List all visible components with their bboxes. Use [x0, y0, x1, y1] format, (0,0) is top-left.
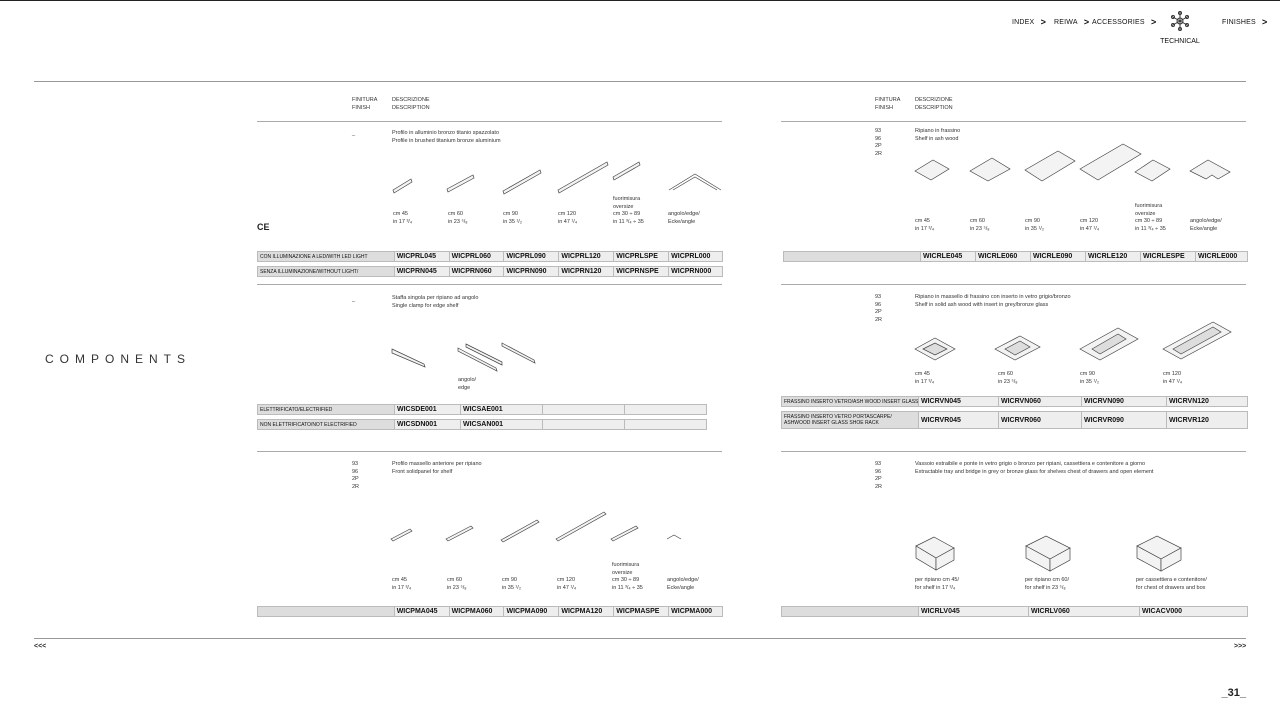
- nav-technical-label: TECHNICAL: [1160, 38, 1200, 45]
- product-code: WICRVR045: [918, 412, 998, 428]
- header-divider: [34, 81, 1246, 82]
- product-code: WICSAN001: [460, 420, 542, 429]
- profile-size-120: cm 120 in 47 ¹/₄: [558, 211, 578, 225]
- clamp-single-image: [392, 349, 425, 367]
- nav-technical-link[interactable]: [1160, 10, 1200, 45]
- front-size-60: cm 60 in 23 ⁵/₈: [447, 577, 467, 591]
- shelf-size-oversize: fuorimisura oversize cm 30 ÷ 89 in 11 ³/₄ ÷ 35: [1135, 203, 1166, 232]
- row-label: NON ELETTRIFICATO/NOT ELECTRIFIED: [260, 421, 357, 428]
- shelf-description: Ripiano in frassino Shelf in ash wood: [915, 128, 961, 142]
- profile-size-45: cm 45 in 17 ³/₄: [393, 211, 413, 225]
- row-label: ELETTRIFICATO/ELECTRIFIED: [260, 406, 333, 413]
- product-code: WICPRL120: [558, 252, 613, 261]
- product-code: WICRVN060: [998, 397, 1081, 406]
- empty-cell: [624, 405, 706, 414]
- product-code: WICPMASPE: [613, 607, 668, 616]
- front-size-oversize: fuorimisura oversize cm 30 ÷ 89 in 11 ³/₄ ÷ 35: [612, 562, 643, 591]
- profile-illustrations: [385, 155, 730, 200]
- row-label: FRASSINO INSERTO VETRO/ASH WOOD INSERT GLASS: [784, 398, 918, 405]
- product-code: WICACV000: [1139, 607, 1247, 616]
- product-code: WICRLE060: [975, 252, 1030, 261]
- tray-illustrations: [910, 532, 1190, 577]
- left-finish-header: FINITURA FINISH: [352, 97, 378, 111]
- shelf-90-image: [1025, 151, 1075, 181]
- glass-shelf-size-45: cm 45 in 17 ³/₄: [915, 371, 935, 385]
- table-row: [781, 396, 1248, 407]
- clamp-finish: _: [352, 297, 356, 303]
- right-divider-3: [781, 451, 1246, 452]
- glass-shelf-finishes: 93 96 2P 2R: [875, 294, 883, 323]
- shelf-size-60: cm 60 in 23 ⁵/₈: [970, 218, 990, 232]
- nav-reiwa-link[interactable]: REIWA >: [1054, 17, 1090, 27]
- product-code: WICPRN090: [503, 267, 558, 276]
- front-size-120: cm 120 in 47 ¹/₄: [557, 577, 577, 591]
- profile-45-image: [393, 179, 412, 193]
- shelf-illustrations: [910, 140, 1240, 190]
- product-code: WICSDE001: [394, 405, 460, 414]
- product-code: WICRLE045: [920, 252, 975, 261]
- product-code: WICRLESPE: [1140, 252, 1195, 261]
- product-code: WICPRN000: [668, 267, 722, 276]
- profile-120-image: [558, 162, 608, 193]
- product-code: WICPRL090: [503, 252, 558, 261]
- next-page-button[interactable]: >>>: [1234, 643, 1247, 650]
- product-code: WICPRLSPE: [613, 252, 668, 261]
- product-code: WICPRN120: [558, 267, 613, 276]
- front-angle-image: [667, 535, 681, 539]
- row-label: SENZA ILLUMINAZIONE/WITHOUT LIGHT/: [260, 268, 359, 275]
- tray-item-45: per ripiano cm 45/ for shelf in 17 ³/₄: [915, 577, 960, 591]
- glass-shelf-description: Ripiano in massello di frassino con inserto in vetro grigio/bronzo Shelf in solid ash wood with insert in grey/bronze glass: [915, 294, 1071, 308]
- front-oversize-image: [611, 526, 638, 541]
- front-120-image: [556, 512, 606, 541]
- front-size-45: cm 45 in 17 ³/₄: [392, 577, 412, 591]
- product-code: WICPMA090: [503, 607, 558, 616]
- profile-size-angle: angolo/edge/ Ecke/angle: [668, 211, 700, 225]
- product-code: WICRVR090: [1081, 412, 1166, 428]
- product-code: WICPMA120: [558, 607, 613, 616]
- product-code: WICRLE000: [1195, 252, 1247, 261]
- shelf-size-angle: angolo/edge/ Ecke/angle: [1190, 218, 1222, 232]
- profile-description: Profilo in alluminio bronzo titanio spazzolato Profile in brushed titanium bronze aluminium: [392, 130, 501, 144]
- technical-icon: [1169, 10, 1191, 32]
- clamp-description: Staffa singola per ripiano ad angolo Single clamp for edge shelf: [392, 295, 479, 309]
- product-code: WICPRN060: [449, 267, 504, 276]
- product-code: WICSDN001: [394, 420, 460, 429]
- prev-page-button[interactable]: <<<: [34, 643, 47, 650]
- front-size-90: cm 90 in 35 ¹/₂: [502, 577, 521, 591]
- tray-item-chest: per cassettiera e contenitore/ for chest of drawers and box: [1136, 577, 1207, 591]
- glass-shelf-size-60: cm 60 in 23 ⁵/₈: [998, 371, 1018, 385]
- front-60-image: [446, 526, 473, 541]
- right-finish-header: FINITURA FINISH: [875, 97, 901, 111]
- shelf-120-image: [1080, 144, 1141, 180]
- product-code: WICPRL000: [668, 252, 722, 261]
- front-size-angle: angolo/edge/ Ecke/angle: [667, 577, 699, 591]
- empty-cell: [542, 420, 624, 429]
- product-code: WICRLE120: [1085, 252, 1140, 261]
- footer-divider: [34, 638, 1246, 639]
- profile-finish: _: [352, 131, 356, 137]
- shelf-finishes: 93 96 2P 2R: [875, 128, 883, 157]
- glass-shelf-size-90: cm 90 in 35 ¹/₂: [1080, 371, 1099, 385]
- product-code: WICPMA060: [449, 607, 504, 616]
- row-label: CON ILLUMINAZIONE A LED/WITH LED LIGHT: [260, 253, 368, 260]
- product-code: WICRLV045: [918, 607, 1028, 616]
- product-code: WICRVN090: [1081, 397, 1166, 406]
- nav-index-link[interactable]: INDEX >: [1012, 17, 1047, 27]
- shelf-size-90: cm 90 in 35 ¹/₂: [1025, 218, 1044, 232]
- nav-accessories-link[interactable]: ACCESSORIES >: [1092, 17, 1157, 27]
- table-row: [257, 606, 723, 617]
- empty-cell: [542, 405, 624, 414]
- top-border: [0, 0, 1280, 1]
- product-code: WICPMA000: [668, 607, 722, 616]
- row-label: FRASSINO INSERTO VETRO PORTASCARPE/ ASHWOOD INSERT GLASS SHOE RACK: [784, 414, 892, 426]
- shelf-oversize-image: [1135, 160, 1170, 181]
- left-divider-1: [257, 121, 722, 122]
- section-title: COMPONENTS: [45, 352, 192, 366]
- front-finishes: 93 96 2P 2R: [352, 461, 360, 490]
- right-description-header: DESCRIZIONE DESCRIPTION: [915, 97, 953, 111]
- table-row: [783, 251, 1248, 262]
- profile-size-90: cm 90 in 35 ¹/₂: [503, 211, 522, 225]
- table-row: [257, 404, 707, 415]
- product-code: WICPRN045: [394, 267, 449, 276]
- clamp-angle-label: angolo/ edge: [458, 377, 477, 391]
- product-code: WICSAE001: [460, 405, 542, 414]
- right-divider-2: [781, 284, 1246, 285]
- product-code: WICPRL060: [449, 252, 504, 261]
- glass-shelf-illustrations: [910, 318, 1240, 366]
- glass-shelf-size-120: cm 120 in 47 ¹/₄: [1163, 371, 1183, 385]
- page-number: _31_: [1221, 687, 1246, 699]
- front-illustrations: [385, 508, 695, 548]
- front-description: Profilo massello anteriore per ripiano Front solidpanel for shelf: [392, 461, 482, 475]
- left-description-header: DESCRIZIONE DESCRIPTION: [392, 97, 430, 111]
- shelf-size-120: cm 120 in 47 ¹/₄: [1080, 218, 1100, 232]
- right-divider-1: [781, 121, 1246, 122]
- profile-90-image: [503, 170, 541, 194]
- tray-finishes: 93 96 2P 2R: [875, 461, 883, 490]
- product-code: WICPRNSPE: [613, 267, 668, 276]
- empty-cell: [624, 420, 706, 429]
- clamp-illustrations: [388, 340, 548, 375]
- shelf-angle-image: [1190, 160, 1230, 179]
- product-code: WICRLV060: [1028, 607, 1139, 616]
- product-code: WICPRL045: [394, 252, 449, 261]
- table-row: [257, 419, 707, 430]
- product-code: WICRVN120: [1166, 397, 1247, 406]
- profile-60-image: [447, 175, 474, 192]
- table-row: [257, 266, 723, 277]
- product-code: WICRVN045: [918, 397, 998, 406]
- left-divider-3: [257, 451, 722, 452]
- left-divider-2: [257, 284, 722, 285]
- tray-description: Vassoio estraibile e ponte in vetro grigio o bronzo per ripiani, cassettiera e contenitore a giorno Extractable tray and bridge in grey or bronze glass for shelves chest of drawers and open element: [915, 461, 1154, 475]
- table-row: [781, 411, 1248, 429]
- profile-oversize-image: [613, 162, 640, 180]
- product-code: WICRVR060: [998, 412, 1081, 428]
- shelf-size-45: cm 45 in 17 ³/₄: [915, 218, 935, 232]
- front-45-image: [391, 529, 412, 541]
- table-row: [781, 606, 1248, 617]
- shelf-45-image: [915, 160, 949, 180]
- product-code: WICPMA045: [394, 607, 449, 616]
- tray-item-60: per ripiano cm 60/ for shelf in 23 ⁵/₈: [1025, 577, 1070, 591]
- profile-size-oversize: fuorimisura oversize cm 30 ÷ 89 in 11 ³/₄ ÷ 35: [613, 196, 644, 225]
- nav-finishes-link[interactable]: FINISHES >: [1222, 17, 1268, 27]
- product-code: WICRVR120: [1166, 412, 1247, 428]
- product-code: WICRLE090: [1030, 252, 1085, 261]
- ce-mark: CE: [257, 222, 270, 232]
- profile-size-60: cm 60 in 23 ⁵/₈: [448, 211, 468, 225]
- shelf-60-image: [970, 158, 1010, 181]
- table-row: [257, 251, 723, 262]
- front-90-image: [501, 520, 539, 542]
